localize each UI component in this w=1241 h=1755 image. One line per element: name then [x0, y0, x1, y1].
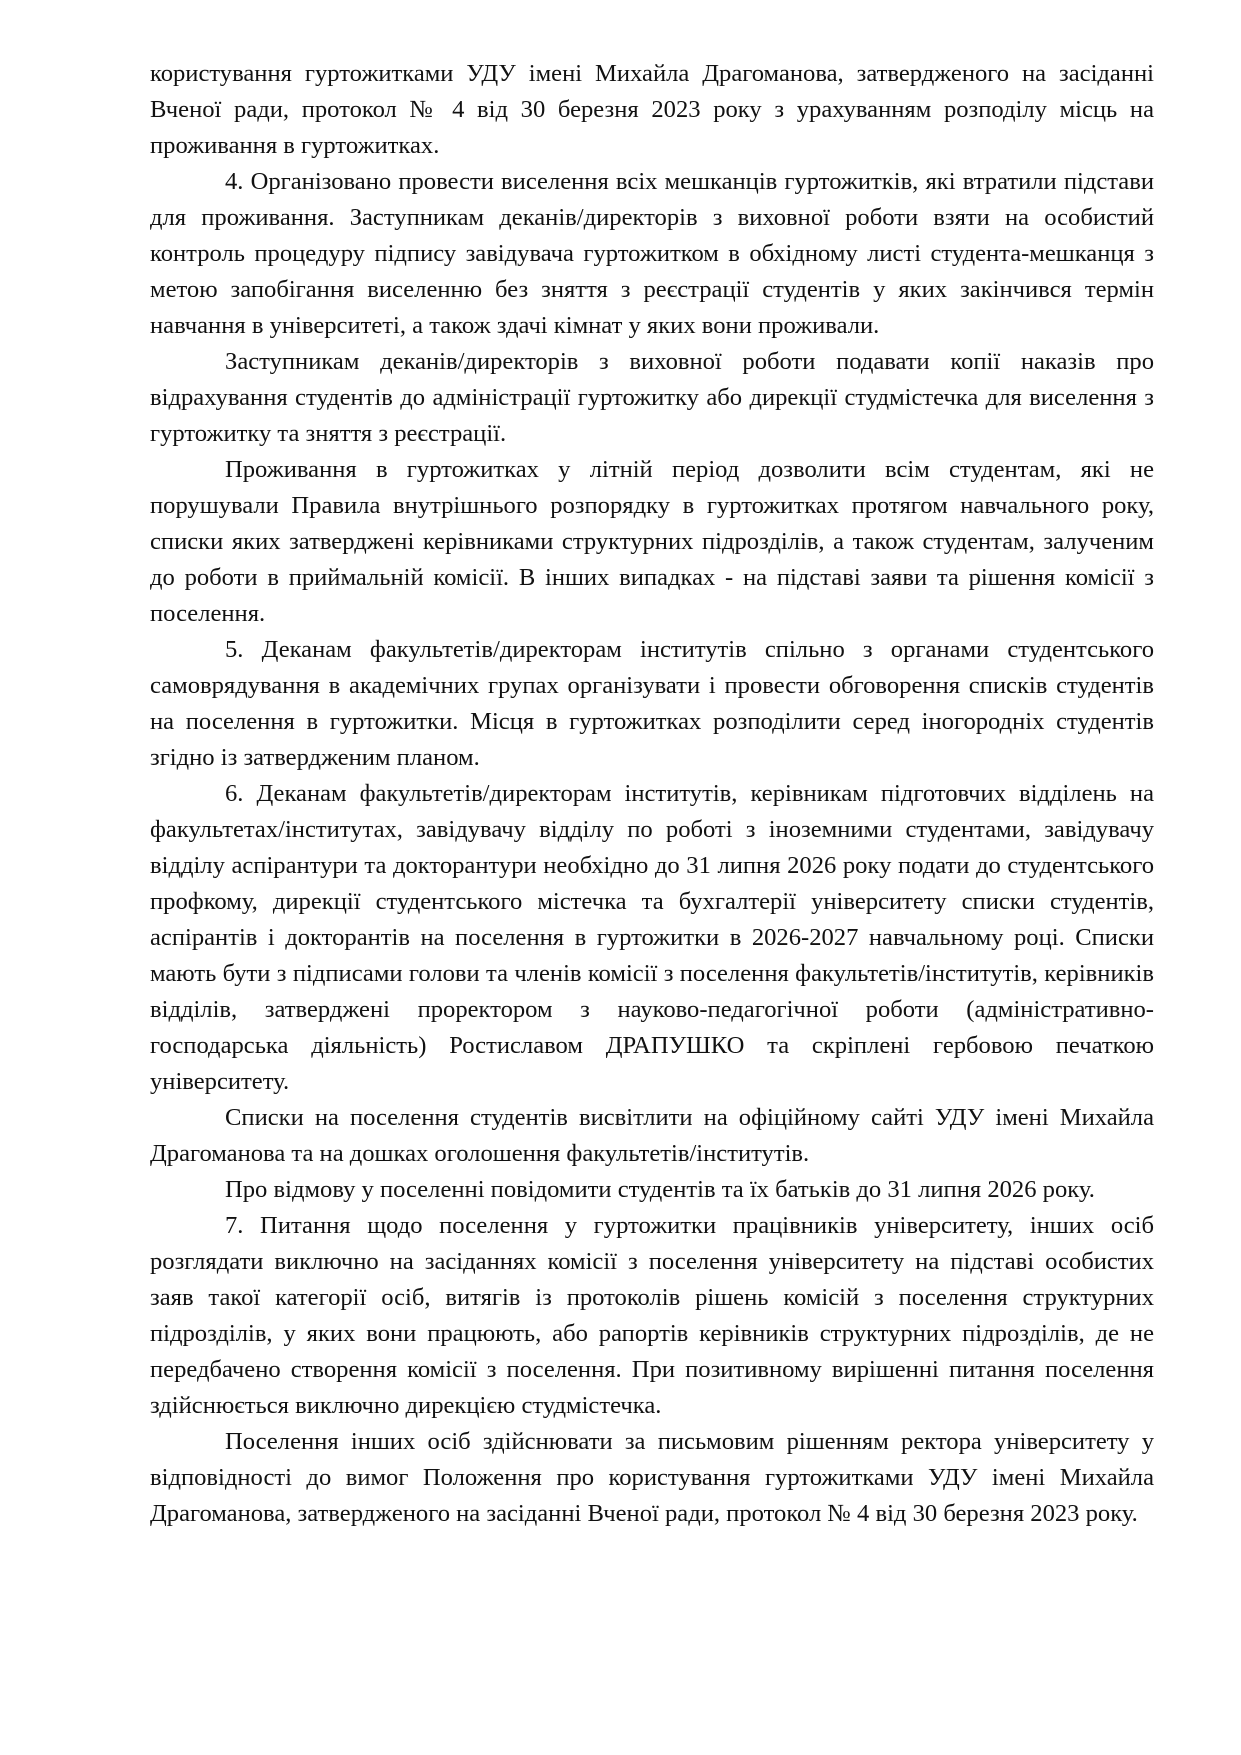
paragraph-refusal-notice: Про відмову у поселенні повідомити студентів та їх батьків до 31 липня 2026 року. [225, 1176, 1095, 1203]
paragraph-item-4: 4. Організовано провести виселення всіх мешканців гуртожитків, які втратили підстави для проживання. Заступникам деканів/директорів з виховної роботи взяти на особистий контроль процедуру підпису завідувача гуртожитком в обхідному листі студента-мешканця з метою запобігання виселенню без зняття з реєстрації студентів у яких закінчився термін навчання в університеті, а також здачі кімнат у яких вони проживали. [150, 168, 1154, 339]
paragraph-item-5: 5. Деканам факультетів/директорам інститутів спільно з органами студентського самоврядування в академічних групах організувати і провести обговорення списків студентів на поселення в гуртожитки. Місця в гуртожитках розподілити серед іногородніх студентів згідно із затвердженим планом. [150, 636, 1154, 771]
paragraph-other-persons: Поселення інших осіб здійснювати за письмовим рішенням ректора університету у відповідності до вимог Положення про користування гуртожитками УДУ імені Михайла Драгоманова, затвердженого на засіданні Вченої ради, протокол № 4 від 30 березня 2023 року. [150, 1428, 1154, 1527]
paragraph-item-6: 6. Деканам факультетів/директорам інститутів, керівникам підготовчих відділень на факультетах/інститутах, завідувачу відділу по роботі з іноземними студентами, завідувачу відділу аспірантури та докторантури необхідно до 31 липня 2026 року подати до студентського профкому, дирекції студентського містечка та бухгалтерії університету списки студентів, аспірантів і докторантів на поселення в гуртожитки в 2026-2027 навчальному році. Списки мають бути з підписами голови та членів комісії з поселення факультетів/інститутів, керівників відділів, затверджені проректором з науково-педагогічної роботи (адміністративно-господарська діяльність) Ростиславом ДРАПУШКО та скріплені гербовою печаткою університету. [150, 780, 1154, 1095]
paragraph-deputies-copies: Заступникам деканів/директорів з виховної роботи подавати копії наказів про відрахування студентів до адміністрації гуртожитку або дирекції студмістечка для виселення з гуртожитку та зняття з реєстрації. [150, 348, 1154, 447]
paragraph-continuation: користування гуртожитками УДУ імені Михайла Драгоманова, затвердженого на засіданні Вченої ради, протокол № 4 від 30 березня 2023 року з урахуванням розподілу місць на проживання в гуртожитках. [150, 60, 1154, 159]
paragraph-item-7: 7. Питання щодо поселення у гуртожитки працівників університету, інших осіб розглядати виключно на засіданнях комісії з поселення університету на підставі особистих заяв такої категорії осіб, витягів із протоколів рішень комісій з поселення структурних підрозділів, у яких вони працюють, або рапортів керівників структурних підрозділів, де не передбачено створення комісії з поселення. При позитивному вирішенні питання поселення здійснюється виключно дирекцією студмістечка. [150, 1212, 1154, 1419]
paragraph-summer-residence: Проживання в гуртожитках у літній період дозволити всім студентам, які не порушували Правила внутрішнього розпорядку в гуртожитках протягом навчального року, списки яких затверджені керівниками структурних підрозділів, а також студентам, залученим до роботи в приймальній комісії. В інших випадках - на підставі заяви та рішення комісії з поселення. [150, 456, 1154, 627]
paragraph-lists-publication: Списки на поселення студентів висвітлити на офіційному сайті УДУ імені Михайла Драгоманова та на дошках оголошення факультетів/інститутів. [150, 1104, 1154, 1167]
document-body [150, 56, 1154, 1532]
